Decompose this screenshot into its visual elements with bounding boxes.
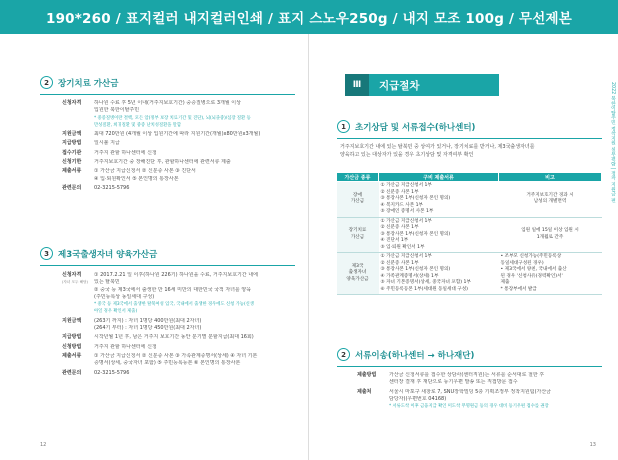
- table-cell-docs: ① 가산금 지급신청서 1부 ② 신분증 사본 1부 ③ 통장사본 1부(신청자 본인 명의) ④ 복지카드 사본 1부 ⑤ 장애인 증명서 사본 1부: [379, 182, 499, 218]
- info-label: 지원금액: [62, 131, 82, 138]
- info-label: 신청기한: [62, 159, 82, 166]
- info-row: [62, 185, 302, 192]
- info-label: 신청자격 (자녀 모두 해당): [62, 272, 94, 316]
- long-term-treatment-info: [62, 100, 302, 194]
- table-cell-note: 거주지보호기간 경과 시 남성의 개별면역: [499, 182, 602, 218]
- info-value: 거주지 관할 하나센터에 신청: [94, 149, 157, 156]
- info-label: 접수기관: [62, 149, 82, 156]
- info-value: ① 가산금 지급신청서 ② 신분증 사본 ③ 가족관계증명서(상세) ④ 자녀 기본 증명서(상세, 중국자녀 포함) ⑤ 주민등록등본 ⑥ 본인명의 통장사본: [94, 352, 258, 367]
- info-label: 제출처: [357, 388, 372, 395]
- info-row: [62, 353, 302, 368]
- section-divider: [40, 265, 295, 266]
- info-note: 만성질환, 희귀질환 및 중증 난치성질환을 말함: [94, 122, 182, 128]
- initial-consult-description: 거주지보호기간 내에 있는 탈북민 중 상여가 있거나, 장기치료를 받거나, 제3국출생자녀를 양육하고 있는 대상자가 있을 경우 초기상담 및 자격여부 확인: [340, 144, 535, 158]
- info-row: [62, 159, 302, 166]
- info-value: (263기 까지) : 자녀 1명당 400만원(최대 2자녀) (264기 부터) : 자녀 1명당 450만원(최대 2자녀): [94, 317, 202, 332]
- info-row: [62, 370, 302, 377]
- section-number-icon: 3: [40, 247, 53, 260]
- info-label: 지급방법: [62, 140, 82, 147]
- info-sublabel: (자녀 모두 해당): [62, 280, 88, 285]
- info-note: * 서류도착 이후 금융지급 확인 미도착 무명원금 등의 경우 대비 등기우편 접수를 권장: [389, 404, 549, 410]
- info-label: 관련문의: [62, 184, 82, 191]
- table-cell-docs: ① 가산금 지급신청서 1부 ② 신분증 사본 1부 ③ 통장사본 1부(신청자 본인 명의) ④ 가족관계증명서(상세) 1부 ⑤ 자녀 기본증명서(상세, 중국자녀 포함) 1부 ⑥ 주민등록등본 1부(세대원 동일세대 구성): [379, 253, 499, 295]
- running-header: 2022 북한이탈주민 정착지원 실무편람 | 정착 지원금 편: [610, 82, 615, 203]
- info-value: 02-3215-5796: [94, 369, 130, 376]
- section-divider: [40, 94, 295, 95]
- section-number-icon: 1: [337, 120, 350, 133]
- info-row: [62, 318, 302, 333]
- info-row: [62, 168, 302, 183]
- info-row: [357, 389, 607, 411]
- table-cell-type: 장애 가산금: [337, 182, 379, 218]
- info-label: 제출서류: [62, 352, 82, 359]
- left-page: [0, 34, 309, 460]
- info-row: [62, 131, 302, 138]
- info-value: 하나원 수료 후 5년 이내(거주지보호기간) 중증질병으로 3개월 이상 입원한 북한이탈주민 * 중증질병이란 결핵, 모든 암(정부 보장 치료기간 및 진단), 뇌(뇌졸중)/심장 질환 등 만성질환, 희귀질환 및 중증 난치성질환을 말함: [94, 100, 302, 129]
- section-number-icon: 2: [40, 76, 53, 89]
- page-number: 12: [40, 442, 47, 448]
- info-label: 제출방법: [357, 372, 377, 378]
- info-value: 서울시 마포구 새창로 7, SNU장학빌딩 5층 기획조정부 정착지원팀(가산금 담당자)(우편번호 04168) * 서류도착 이후 금융지급 확인 미도착 무명원금 등의 경우 대비 등기우편 접수를 권장: [389, 389, 607, 411]
- table-cell-docs: ① 가산금 지급신청서 1부 ② 신분증 사본 1부 ③ 통장사본 1부(신청자 본인 명의) ④ 진단서 1부 ⑤ 입·퇴원 확인서 1부: [379, 217, 499, 253]
- info-label: 지급방법: [62, 334, 82, 341]
- chapter-title: 지급절차: [369, 74, 499, 96]
- table-row: [337, 217, 602, 253]
- info-label: 지원금액: [62, 317, 82, 324]
- info-note: * 중국 등 제3국에서 출생한 탈북여성 입국, 국내에서 출생한 경우에도 신청 가능(신생: [94, 302, 254, 308]
- info-value: 가산금 신청서류를 접수한 상담사(센터직원)는 서류를 순서대로 철한 후 센터장 결재 후 재단으로 등기우편 발송 또는 직접방문 접수: [389, 372, 545, 386]
- info-value: ① 가산금 지급신청서 ② 신분증 사본 ③ 진단서 ④ 입·퇴원확인서 ⑤ 본인명의 통장사본: [94, 168, 196, 182]
- third-country-child-info: [62, 272, 302, 379]
- info-row: [62, 344, 302, 351]
- table-header-cell: 비고: [499, 173, 602, 182]
- info-row: [62, 150, 302, 157]
- table-header-cell: 구비 제출서류: [379, 173, 499, 182]
- info-row: [62, 100, 302, 129]
- info-value: 02-3215-5796: [94, 184, 130, 191]
- table-row: [337, 182, 602, 218]
- section-third-country-child-title: 3 제3국출생자녀 양육가산금: [40, 247, 157, 260]
- info-value: 일시불 지급: [94, 140, 120, 147]
- section-divider: [337, 366, 602, 367]
- info-row: [62, 272, 302, 316]
- info-row: [357, 372, 607, 387]
- section-initial-consult-title: 1 초기상담 및 서류접수(하나센터): [337, 120, 475, 133]
- page-number: 13: [589, 442, 596, 448]
- info-value: 거주지보호기간 중 장해진단 후, 관할하나센터에 관련서류 제출: [94, 159, 231, 166]
- info-label: 제출서류: [62, 168, 82, 175]
- info-note: 아일 경우 확인서 제출): [94, 309, 138, 315]
- document-transfer-info: [357, 372, 607, 412]
- section-document-transfer-title: 2 서류이송(하나센터 → 하나재단): [337, 348, 474, 361]
- info-note: * 중증질병이란 결핵, 모든 암(정부 보장 치료기간 및 진단), 뇌(뇌졸중)/심장 질환 등: [94, 115, 251, 121]
- info-value: 시작년월 1년 후, 남은 거주지 보호기간 동안 분기별 분할지급(최대 16회): [94, 334, 254, 341]
- table-header-cell: 가산금 종류: [337, 173, 379, 182]
- info-row: [62, 334, 302, 341]
- section-number-icon: 2: [337, 348, 350, 361]
- info-row: [62, 140, 302, 147]
- print-spec-banner: 190*260 / 표지컬러 내지컬러인쇄 / 표지 스노우250g / 내지 모조 100g / 무선제본: [0, 0, 618, 34]
- info-value: 거주지 관할 하나센터에 신청: [94, 343, 157, 350]
- section-divider: [337, 138, 602, 139]
- table-cell-type: 제3국 출생자녀 양육가산금: [337, 253, 379, 295]
- info-label: 관련문의: [62, 369, 82, 376]
- info-value: 최대 720만원 (4개월 이상 입원기간에 따라 지원기간(개월)x80만원x3개월): [94, 131, 261, 138]
- info-label: 신청자격: [62, 100, 82, 106]
- table-row: [337, 253, 602, 295]
- table-cell-note: • 조부모 신청가능(주민등록상 동일세대구성된 경우) • 제3국에서 양친, 국내에서 출산 된 경우 '신청사유(경력확인)서' 제출 * 통장부에서 발급: [499, 253, 602, 295]
- info-value: ① 2017.2.21 일 이후(하나원 226기) 하나원을 수료, 거주지보호기간 내에 있는 탈북민 ② 중국 등 제3국에서 출생한 만 16세 미만의 대한민국 국적 자녀를 양육 (주민등록상 동일세대 구성) * 중국 등 제3국에서 출생한 탈북여성 입국, 국내에서 출생한 경우에도 신청 가능(신생 아일 경우 확인서 제출): [94, 272, 302, 316]
- info-label: 신청방법: [62, 343, 82, 350]
- chapter-header: [345, 74, 499, 96]
- chapter-number: Ⅲ: [345, 74, 369, 96]
- table-cell-type: 장기치료 가산금: [337, 217, 379, 253]
- required-documents-table: [336, 172, 602, 295]
- table-cell-note: 입원 일에 15일 이상 입원 시 1개월로 간주: [499, 217, 602, 253]
- section-long-term-treatment-title: 2 장기치료 가산금: [40, 76, 118, 89]
